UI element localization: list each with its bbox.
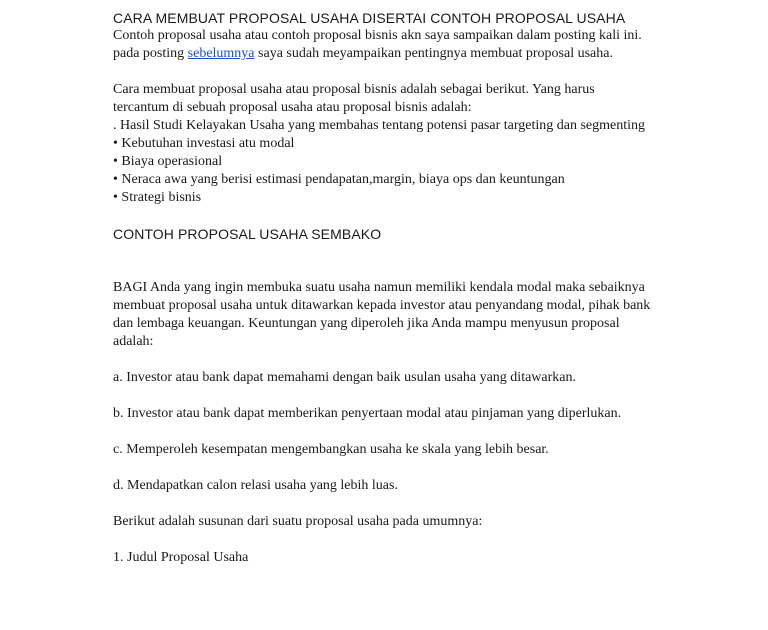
list-item: • Biaya operasional: [113, 153, 653, 171]
list-item: • Neraca awa yang berisi estimasi pendapatan,margin, biaya ops dan keuntungan: [113, 171, 653, 189]
intro-text-after-link: saya sudah meyampaikan pentingnya membuat proposal usaha.: [254, 46, 613, 61]
structure-intro-paragraph: Berikut adalah susunan dari suatu proposal usaha pada umumnya:: [113, 514, 483, 529]
benefit-a: a. Investor atau bank dapat memahami dengan baik usulan usaha yang ditawarkan.: [113, 370, 577, 385]
section-heading: CONTOH PROPOSAL USAHA SEMBAKO: [113, 226, 382, 242]
spacer: [113, 531, 653, 549]
spacer: [113, 243, 653, 279]
requirements-list: [113, 135, 653, 207]
list-item: • Kebutuhan investasi atu modal: [113, 135, 653, 153]
spacer: [113, 423, 653, 441]
intro-text-before-link: Contoh proposal usaha atau contoh proposal bisnis akn saya sampaikan dalam posting kali ini. pada posting: [113, 28, 642, 61]
spacer: [113, 351, 653, 369]
requirement-item-feasibility: . Hasil Studi Kelayakan Usaha yang membahas tentang potensi pasar targeting dan segmenting: [113, 118, 645, 133]
spacer: [113, 459, 653, 477]
requirements-paragraph: Cara membuat proposal usaha atau proposal bisnis adalah sebagai berikut. Yang harus tercantum di sebuah proposal usaha atau proposal bisnis adalah:: [113, 82, 595, 115]
intro-paragraph: [113, 27, 653, 63]
benefit-d: d. Mendapatkan calon relasi usaha yang lebih luas.: [113, 478, 398, 493]
spacer: [113, 207, 653, 225]
article-title: CARA MEMBUAT PROPOSAL USAHA DISERTAI CONTOH PROPOSAL USAHA: [113, 10, 626, 26]
list-item: • Strategi bisnis: [113, 189, 653, 207]
benefit-c: c. Memperoleh kesempatan mengembangkan usaha ke skala yang lebih besar.: [113, 442, 549, 457]
spacer: [113, 387, 653, 405]
document-body: [113, 9, 653, 567]
benefit-b: b. Investor atau bank dapat memberikan penyertaan modal atau pinjaman yang diperlukan.: [113, 406, 622, 421]
previous-post-link[interactable]: sebelumnya: [187, 46, 255, 61]
outline-item-title: 1. Judul Proposal Usaha: [113, 550, 249, 565]
spacer: [113, 63, 653, 81]
spacer: [113, 495, 653, 513]
proposal-intro-paragraph: BAGI Anda yang ingin membuka suatu usaha namun memiliki kendala modal maka sebaiknya membuat proposal usaha untuk ditawarkan kepada investor atau penyandang modal, pihak bank dan lembaga keuangan. Keuntungan yang diperoleh jika Anda mampu menyusun proposal adalah:: [113, 280, 651, 349]
